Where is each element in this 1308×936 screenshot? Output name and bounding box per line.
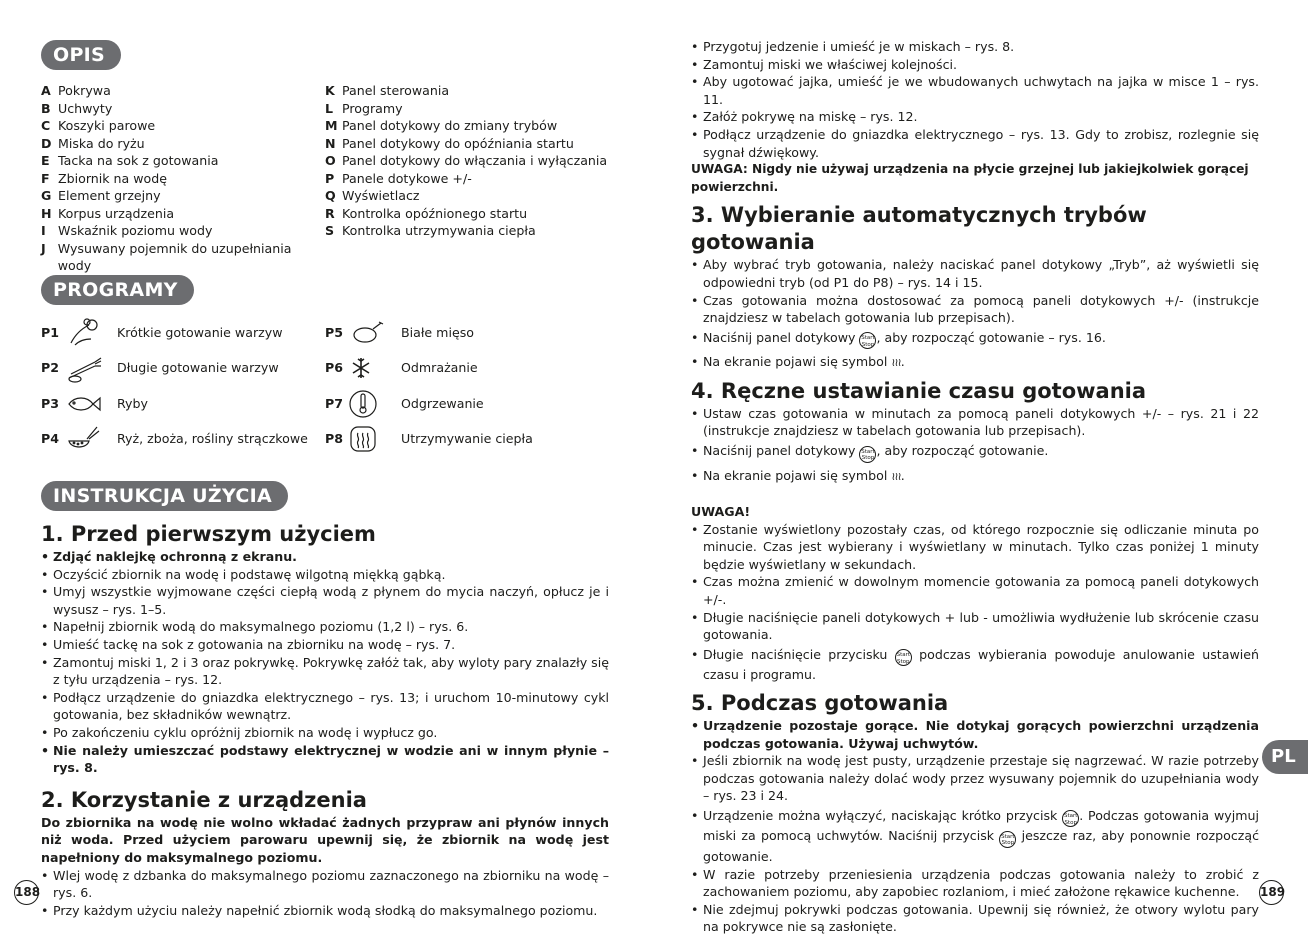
- parts-list-left: [41, 82, 325, 274]
- chicken-icon: [349, 317, 401, 349]
- list-item: • Długie naciśnięcie przycisku Start Stop podczas wybierania powoduje anulowanie ustawień czasu i programu.: [691, 646, 1259, 684]
- part-item: E Tacka na sok z gotowania: [41, 153, 219, 168]
- part-item: Q Wyświetlacz: [325, 188, 420, 203]
- fish-icon: [65, 388, 117, 420]
- root-vegetables-icon: [65, 352, 117, 384]
- program-item: P1 Krótkie gotowanie warzyw: [41, 315, 325, 351]
- part-item: G Element grzejny: [41, 188, 161, 203]
- parts-list-right: [325, 82, 609, 257]
- section-3-list: [691, 256, 1259, 371]
- list-item: • Urządzenie można wyłączyć, naciskając krótko przycisk Start Stop . Podczas gotowania wyjmuj miski za pomocą uchwytów. Naciśnij przycisk Start Stop jeszcze raz, aby ponownie rozpocząć gotowanie.: [691, 807, 1259, 866]
- section-1-list: [41, 548, 609, 777]
- part-item: D Miska do ryżu: [41, 135, 145, 151]
- program-item: P4 Ryż, zboża, rośliny strączkowe: [41, 422, 325, 458]
- list-item: • Po zakończeniu cyklu opróżnij zbiornik na wodę i wypłucz go.: [41, 724, 609, 742]
- list-item: • Oczyścić zbiornik na wodę i podstawę wilgotną miękką gąbką.: [41, 566, 609, 584]
- part-item: S Kontrolka utrzymywania ciepła: [325, 223, 536, 238]
- keep-warm-icon: [349, 423, 401, 455]
- section-4-list: [691, 405, 1259, 485]
- parts-list: [41, 82, 609, 274]
- start-stop-icon: Start Stop: [1062, 810, 1079, 827]
- program-item: P8 Utrzymywanie ciepła: [325, 422, 609, 458]
- part-item: H Korpus urządzenia: [41, 205, 175, 221]
- part-item: O Panel dotykowy do włączania i wyłączania: [325, 153, 608, 168]
- section-5-title: 5. Podczas gotowania: [691, 690, 949, 715]
- list-item: • Załóż pokrywę na miskę – rys. 12.: [691, 108, 1259, 126]
- opis-heading: OPIS: [41, 40, 121, 70]
- program-item: P2 Długie gotowanie warzyw: [41, 351, 325, 387]
- section-3-title: 3. Wybieranie automatycznych trybów gotowania: [691, 203, 1147, 255]
- part-item: C Koszyki parowe: [41, 118, 156, 133]
- program-item: P7 Odgrzewanie: [325, 386, 609, 422]
- start-stop-icon: Start Stop: [999, 831, 1016, 848]
- part-item: M Panel dotykowy do zmiany trybów: [325, 118, 558, 133]
- start-stop-icon: Start Stop: [859, 332, 876, 349]
- list-item: • Podłącz urządzenie do gniazdka elektrycznego – rys. 13; i uruchom 10-minutowy cykl gotowania, bez składników wewnątrz.: [41, 689, 609, 724]
- start-stop-icon: Start Stop: [895, 649, 912, 666]
- snowflake-icon: [349, 352, 401, 384]
- part-item: B Uchwyty: [41, 100, 113, 116]
- program-item: P5 Białe mięso: [325, 315, 609, 351]
- instrukcja-heading: INSTRUKCJA UŻYCIA: [41, 481, 288, 511]
- program-item: P6 Odmrażanie: [325, 351, 609, 387]
- part-item: P Panele dotykowe +/-: [325, 170, 472, 186]
- part-item: A Pokrywa: [41, 83, 111, 98]
- list-item: • Na ekranie pojawi się symbol ≀≀≀.: [691, 353, 1259, 372]
- list-item: • Jeśli zbiornik na wodę jest pusty, urządzenie przestaje się nagrzewać. W razie potrzeby podczas gotowania należy dolać wody przez wysuwany pojemnik do uzupełniania wody – rys. 23 i 24.: [691, 752, 1259, 805]
- section-5-list: [691, 717, 1259, 936]
- list-item: • Naciśnij panel dotykowy Start Stop , aby rozpocząć gotowanie.: [691, 442, 1259, 463]
- uwaga-title: UWAGA!: [691, 504, 751, 520]
- list-item: • Zamontuj miski 1, 2 i 3 oraz pokrywkę. Pokrywkę załóż tak, aby wyloty pary znalazły się z tyłu urządzenia – rys. 12.: [41, 654, 609, 689]
- list-item: • Na ekranie pojawi się symbol ≀≀≀.: [691, 467, 1259, 486]
- language-tab: PL: [1262, 740, 1308, 774]
- programy-heading: PROGRAMY: [41, 275, 194, 305]
- list-item: • Nie zdejmuj pokrywki podczas gotowania. Upewnij się również, że otwory wylotu pary na pokrywce nie są zasłonięte.: [691, 901, 1259, 936]
- section-2-warning: Do zbiornika na wodę nie wolno wkładać żadnych przypraw ani płynów innych niż woda. Przed użyciem parowaru upewnij się, że zbiornik na wodę jest napełniony do maksymalnego poziomu.: [41, 814, 609, 865]
- section-2-list: [41, 867, 609, 920]
- list-item: • Umieść tackę na sok z gotowania na zbiorniku na wodę – rys. 7.: [41, 636, 609, 654]
- grains-icon: [65, 423, 117, 455]
- part-item: L Programy: [325, 100, 403, 116]
- part-item: F Zbiornik na wodę: [41, 170, 168, 186]
- part-item: K Panel sterowania: [325, 83, 450, 98]
- part-item: N Panel dotykowy do opóźniania startu: [325, 135, 574, 151]
- page-number-right: 189: [1259, 880, 1284, 905]
- page-number-left: 188: [14, 880, 39, 905]
- list-item: • Aby ugotować jajka, umieść je we wbudowanych uchwytach na jajka w misce 1 – rys. 11.: [691, 73, 1259, 108]
- left-page: [41, 40, 609, 919]
- list-item: • Przy każdym użyciu należy napełnić zbiornik wodą słodką do maksymalnego poziomu.: [41, 902, 609, 920]
- part-item: J Wysuwany pojemnik do uzupełniania wody: [41, 240, 292, 274]
- list-item: • Napełnij zbiornik wodą do maksymalnego poziomu (1,2 l) – rys. 6.: [41, 618, 609, 636]
- list-item: • Czas gotowania można dostosować za pomocą paneli dotykowych +/- (instrukcje znajdziesz w tabelach gotowania lub przepisach).: [691, 292, 1259, 327]
- list-item: • Aby wybrać tryb gotowania, należy naciskać panel dotykowy „Tryb”, aż wyświetli się odpowiedni tryb (od P1 do P8) – rys. 14 i 15.: [691, 256, 1259, 291]
- program-item: P3 Ryby: [41, 386, 325, 422]
- list-item: • Czas można zmienić w dowolnym momencie gotowania za pomocą paneli dotykowych +/-.: [691, 573, 1259, 608]
- part-item: I Wskaźnik poziomu wody: [41, 223, 213, 238]
- preparation-list: [691, 38, 1259, 161]
- hot-surface-warning: UWAGA: Nigdy nie używaj urządzenia na płycie grzejnej lub jakiejkolwiek gorącej powierzchni.: [691, 162, 1249, 194]
- list-item: • Wlej wodę z dzbanka do maksymalnego poziomu zaznaczonego na zbiorniku na wodę – rys. 6.: [41, 867, 609, 902]
- list-item: • Umyj wszystkie wyjmowane części ciepłą wodą z płynem do mycia naczyń, opłucz je i wysusz – rys. 1–5.: [41, 583, 609, 618]
- right-page: [691, 38, 1259, 936]
- list-item: • Naciśnij panel dotykowy Start Stop , aby rozpocząć gotowanie – rys. 16.: [691, 329, 1259, 350]
- section-2-title: 2. Korzystanie z urządzenia: [41, 787, 367, 812]
- steam-symbol-icon: ≀≀≀: [891, 356, 901, 370]
- list-item: • Zdjąć naklejkę ochronną z ekranu.: [41, 548, 609, 566]
- list-item: • Nie należy umieszczać podstawy elektrycznej w wodzie ani w innym płynie – rys. 8.: [41, 742, 609, 777]
- list-item: • Długie naciśnięcie paneli dotykowych + lub - umożliwia wydłużenie lub skrócenie czasu gotowania.: [691, 609, 1259, 644]
- programs-list: [41, 315, 609, 457]
- section-4-title: 4. Ręczne ustawianie czasu gotowania: [691, 378, 1147, 403]
- start-stop-icon: Start Stop: [859, 446, 876, 463]
- thermometer-icon: [349, 388, 401, 420]
- list-item: • Podłącz urządzenie do gniazdka elektrycznego – rys. 13. Gdy to zrobisz, rozlegnie się sygnał dźwiękowy.: [691, 126, 1259, 161]
- list-item: • Przygotuj jedzenie i umieść je w miskach – rys. 8.: [691, 38, 1259, 56]
- section-1-title: 1. Przed pierwszym użyciem: [41, 522, 376, 546]
- list-item: • W razie potrzeby przeniesienia urządzenia podczas gotowania należy to zrobić z zachowaniem poziomu, aby zapobiec rozlaniom, i mieć założone rękawice kuchenne.: [691, 866, 1259, 901]
- part-item: R Kontrolka opóźnionego startu: [325, 205, 528, 221]
- list-item: • Urządzenie pozostaje gorące. Nie dotykaj gorących powierzchni urządzenia podczas gotowania. Używaj uchwytów.: [691, 717, 1259, 752]
- steam-symbol-icon: ≀≀≀: [891, 469, 901, 483]
- list-item: • Zostanie wyświetlony pozostały czas, od którego rozpocznie się odliczanie minuta po minucie. Czas jest wybierany i wyświetlany w minutach. Tylko czas poniżej 1 minuty będzie wyświetlany w sekundach.: [691, 521, 1259, 574]
- list-item: • Ustaw czas gotowania w minutach za pomocą paneli dotykowych +/- – rys. 21 i 22 (instrukcje znajdziesz w tabelach gotowania lub przepisach).: [691, 405, 1259, 440]
- uwaga-list: [691, 521, 1259, 684]
- vegetables-icon: [65, 317, 117, 349]
- list-item: • Zamontuj miski we właściwej kolejności.: [691, 56, 1259, 74]
